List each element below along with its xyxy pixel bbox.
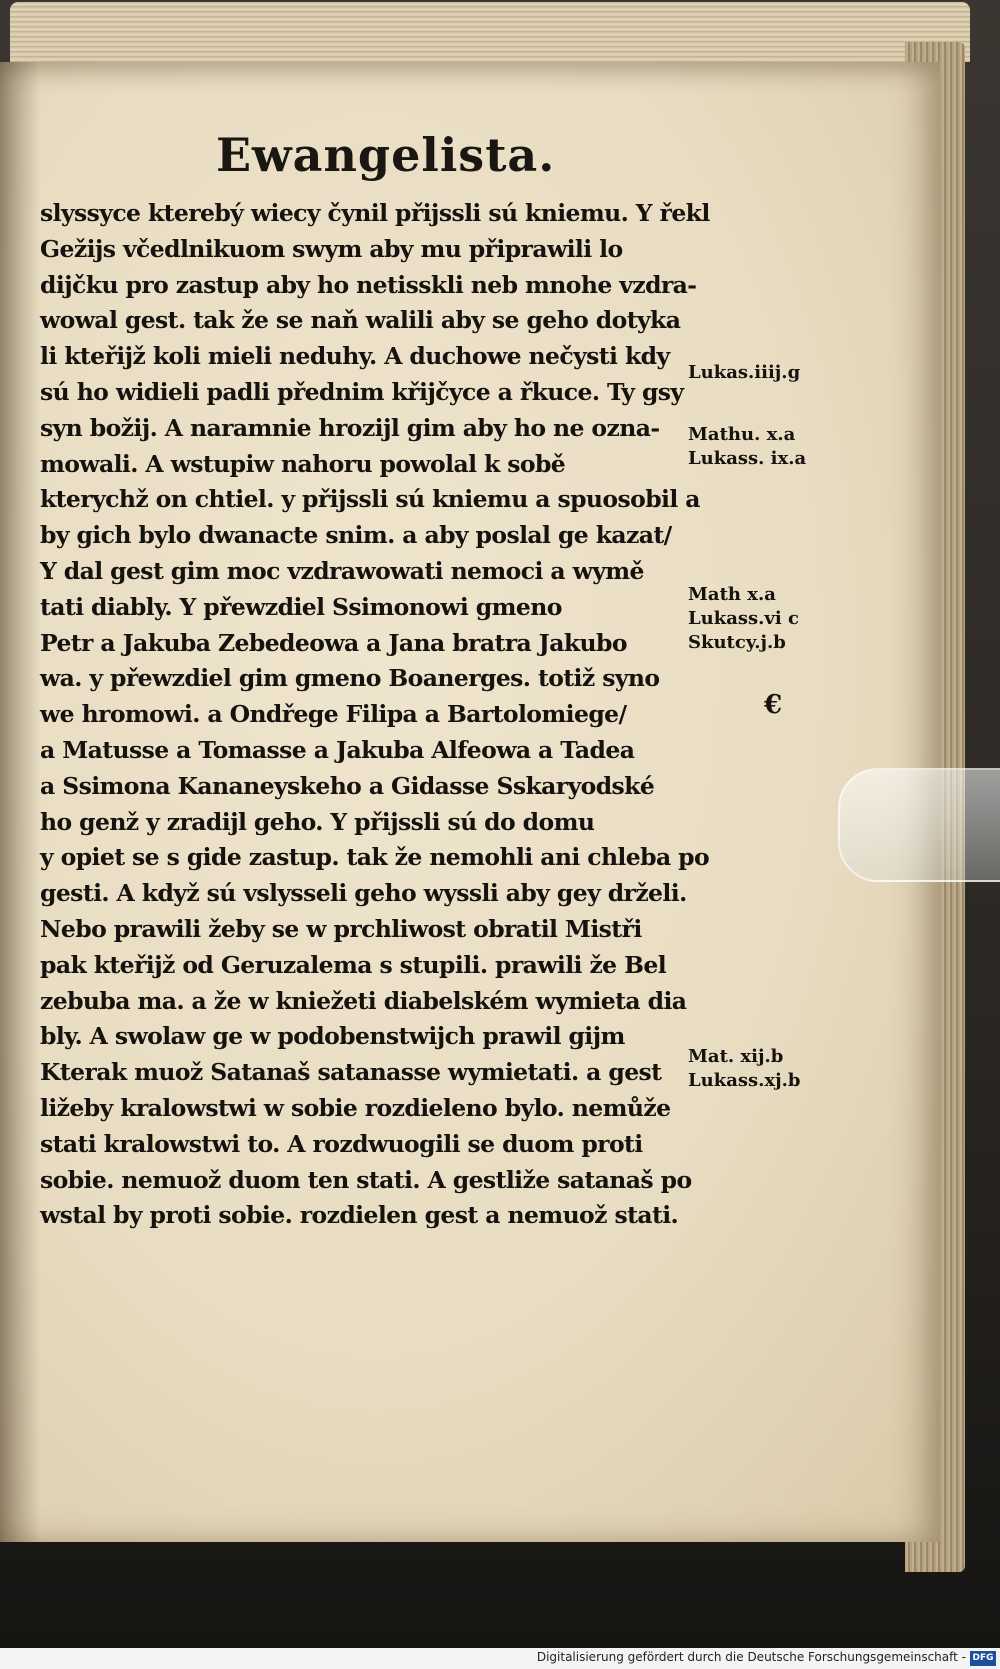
margin-note: Lukass.vi c (688, 608, 799, 629)
body-text (40, 196, 710, 1234)
margin-note: Mathu. x.a (688, 424, 796, 445)
glass-page-clip (838, 768, 1000, 882)
funding-credit: Digitalisierung gefördert durch die Deutsche Forschungsgemeinschaft - (536, 1650, 966, 1664)
text-line: by gich bylo dwanacte snim. a aby poslal ge kazat/ (40, 521, 672, 550)
text-line: ho genž y zradijl geho. Y přijssli sú do domu (40, 807, 595, 836)
text-line: zebuba ma. a že w kniežeti diabelském wymieta dia (40, 986, 687, 1015)
text-line: ližeby kralowstwi w sobie rozdieleno bylo. nemůže (40, 1093, 671, 1122)
text-line: Kterak muož Satanaš satanasse wymietati. a gest (40, 1058, 662, 1087)
text-line: syn božij. A naramnie hrozijl gim aby ho ne ozna- (40, 413, 660, 442)
text-line: dijčku pro zastup aby ho netisskli neb mnohe vzdra- (40, 270, 697, 299)
text-line: we hromowi. a Ondřege Filipa a Bartolomiege/ (40, 700, 627, 729)
text-line: Gežijs včedlnikuom swym aby mu připrawili lo (40, 234, 623, 263)
text-line: Petr a Jakuba Zebedeowa a Jana bratra Jakubo (40, 628, 627, 657)
margin-note: Lukass.xj.b (688, 1070, 801, 1091)
footer-bar (0, 1648, 1000, 1669)
text-line: gesti. A když sú vslysseli geho wyssli aby gey drželi. (40, 879, 687, 908)
text-line: bly. A swolaw ge w podobenstwijch prawil gijm (40, 1022, 625, 1051)
text-line: pak kteřijž od Geruzalema s stupili. prawili že Bel (40, 950, 667, 979)
text-line: sobie. nemuož duom ten stati. A gestliže satanaš po (40, 1165, 692, 1194)
text-line: wa. y přewzdiel gim gmeno Boanerges. totiž syno (40, 664, 660, 693)
text-line: a Matusse a Tomasse a Jakuba Alfeowa a Tadea (40, 735, 635, 764)
text-line: Y dal gest gim moc vzdrawowati nemoci a wymě (40, 556, 644, 585)
text-line: wstal by proti sobie. rozdielen gest a nemuož stati. (40, 1201, 679, 1230)
margin-note: Lukas.iiij.g (688, 362, 801, 383)
gutter-shadow (0, 62, 40, 1542)
text-line: kterychž on chtiel. y přijssli sú kniemu a spuosobil a (40, 485, 700, 514)
text-line: sú ho widieli padli přednim křijčyce a řkuce. Ty gsy (40, 377, 684, 406)
text-line: li kteřijž koli mieli neduhy. A duchowe nečysti kdy (40, 342, 670, 371)
text-line: stati kralowstwi to. A rozdwuogili se duom proti (40, 1129, 643, 1158)
margin-note: Lukass. ix.a (688, 448, 807, 469)
book-top-edge (10, 2, 970, 62)
margin-note: Mat. xij.b (688, 1046, 784, 1067)
text-line: mowali. A wstupiw nahoru powolal k sobě (40, 449, 566, 478)
margin-note: Math x.a (688, 584, 776, 605)
text-line: a Ssimona Kananeyskeho a Gidasse Sskaryodské (40, 771, 655, 800)
paragraph-mark: € (764, 690, 783, 720)
dfg-logo: DFG (970, 1651, 996, 1666)
text-line: y opiet se s gide zastup. tak že nemohli ani chleba po (40, 843, 710, 872)
text-line: wowal gest. tak že se naň walili aby se geho dotyka (40, 306, 681, 335)
running-head: Ewangelista. (216, 128, 556, 182)
margin-note: Skutcy.j.b (688, 632, 786, 653)
text-line: slyssyce kterebý wiecy čynil přijssli sú kniemu. Y řekl (40, 199, 710, 227)
text-line: Nebo prawili žeby se w prchliwost obratil Mistři (40, 914, 642, 943)
text-line: tati diably. Y přewzdiel Ssimonowi gmeno (40, 592, 562, 621)
